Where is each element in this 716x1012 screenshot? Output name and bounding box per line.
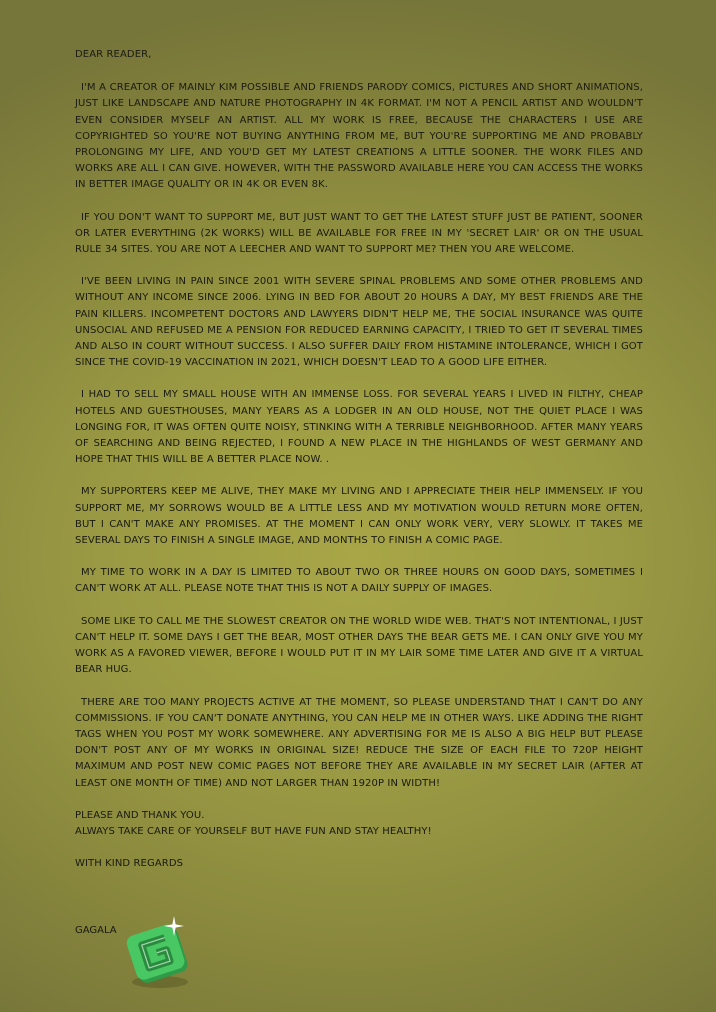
signature: GAGALA xyxy=(75,925,117,936)
paragraph-5: MY SUPPORTERS KEEP ME ALIVE, THEY MAKE MY LIVING AND I APPRECIATE THEIR HELP IMMENSELY. IF YOU SUPPORT ME, MY SORROWS WOULD BE A LITTLE LESS AND MY MOTIVATION WOULD RETURN MORE OFTEN, BUT I CAN'T MAKE ANY PROMISES. AT THE MOMENT I CAN ONLY WORK VERY, VERY SLOWLY. IT TAKES ME SEVERAL DAYS TO FINISH A SINGLE IMAGE, AND MONTHS TO FINISH A COMIC PAGE. xyxy=(75,486,643,547)
salutation: DEAR READER, xyxy=(75,49,152,60)
regards: WITH KIND REGARDS xyxy=(75,858,184,870)
paragraph-3: I'VE BEEN LIVING IN PAIN SINCE 2001 WITH SEVERE SPINAL PROBLEMS AND SOME OTHER PROBLEMS AND WITHOUT ANY INCOME SINCE 2006. LYING IN BED FOR ABOUT 20 HOURS A DAY, MY BEST FRIENDS ARE THE PAIN KILLERS. INCOMPETENT DOCTORS AND LAWYERS DIDN'T HELP ME, THE SOCIAL INSURANCE WAS QUITE UNSOCIAL AND REFUSED ME A PENSION FOR REDUCED EARNING CAPACITY, I TRIED TO GET IT SEVERAL TIMES AND ALSO IN COURT WITHOUT SUCCESS. I ALSO SUFFER DAILY FROM HISTAMINE INTOLERANCE, WHICH I GOT SINCE THE COVID-19 VACCINATION IN 2021, WHICH DOESN'T LEAD TO A GOOD LIFE EITHER. xyxy=(75,276,643,369)
closing-line-1: PLEASE AND THANK YOU. xyxy=(75,809,205,821)
closing-line-2: ALWAYS TAKE CARE OF YOURSELF BUT HAVE FUN AND STAY HEALTHY! xyxy=(75,825,432,837)
letter-body xyxy=(75,47,643,872)
paragraph-2: IF YOU DON'T WANT TO SUPPORT ME, BUT JUST WANT TO GET THE LATEST STUFF JUST BE PATIENT, SOONER OR LATER EVERYTHING (2K WORKS) WILL BE AVAILABLE FOR FREE IN MY 'SECRET LAIR' OR ON THE USUAL RULE 34 SITES. YOU ARE NOT A LEECHER AND WANT TO SUPPORT ME? THEN YOU ARE WELCOME. xyxy=(75,211,643,256)
paragraph-4: I HAD TO SELL MY SMALL HOUSE WITH AN IMMENSE LOSS. FOR SEVERAL YEARS I LIVED IN FILTHY, CHEAP HOTELS AND GUESTHOUSES, MANY YEARS AS A LODGER IN AN OLD HOUSE, NOT THE QUIET PLACE I WAS LONGING FOR, IT WAS OFTEN QUITE NOISY, STINKING WITH A TERRIBLE NEIGHBORHOOD. AFTER MANY YEARS OF SEARCHING AND BEING REJECTED, I FOUND A NEW PLACE IN THE HIGHLANDS OF WEST GERMANY AND HOPE THAT THIS WILL BE A BETTER PLACE NOW. . xyxy=(75,389,643,466)
paragraph-7: SOME LIKE TO CALL ME THE SLOWEST CREATOR ON THE WORLD WIDE WEB. THAT'S NOT INTENTIONAL, I JUST CAN'T HELP IT. SOME DAYS I GET THE BEAR, MOST OTHER DAYS THE BEAR GETS ME. I CAN ONLY GIVE YOU MY WORK AS A FAVORED VIEWER, BEFORE I WOULD PUT IT IN MY LAIR SOME TIME LATER AND GIVE IT A VIRTUAL BEAR HUG. xyxy=(75,615,643,676)
paragraph-8: THERE ARE TOO MANY PROJECTS ACTIVE AT THE MOMENT, SO PLEASE UNDERSTAND THAT I CAN'T DO ANY COMMISSIONS. IF YOU CAN'T DONATE ANYTHING, YOU CAN HELP ME IN OTHER WAYS. LIKE ADDING THE RIGHT TAGS WHEN YOU POST MY WORK SOMEWHERE. ANY ADVERTISING FOR ME IS ALSO A BIG HELP BUT PLEASE DON'T POST ANY OF MY WORKS IN ORIGINAL SIZE! REDUCE THE SIZE OF EACH FILE TO 720P HEIGHT MAXIMUM AND POST NEW COMIC PAGES NOT BEFORE THEY ARE AVAILABLE IN MY SECRET LAIR (AFTER AT LEAST ONE MONTH OF TIME) AND NOT LARGER THAN 1920P IN WIDTH! xyxy=(75,696,643,789)
g-logo-icon xyxy=(122,916,202,992)
paragraph-1: I'M A CREATOR OF MAINLY KIM POSSIBLE AND FRIENDS PARODY COMICS, PICTURES AND SHORT ANIMATIONS, JUST LIKE LANDSCAPE AND NATURE PHOTOGRAPHY IN 4K FORMAT. I'M NOT A PENCIL ARTIST AND WOULDN'T EVEN CONSIDER MYSELF AN ARTIST. ALL MY WORK IS FREE, BECAUSE THE CHARACTERS I USE ARE COPYRIGHTED SO YOU'RE NOT BUYING ANYTHING FROM ME, BUT YOU'RE SUPPORTING ME AND PROBABLY PROLONGING MY LIFE, AND YOU'D GET MY LATEST CREATIONS A LITTLE SOONER. THE WORK FILES AND WORKS ARE ALL I CAN GIVE. HOWEVER, WITH THE PASSWORD AVAILABLE HERE YOU CAN ACCESS THE WORKS IN BETTER IMAGE QUALITY OR IN 4K OR EVEN 8K. xyxy=(75,82,643,191)
paragraph-6: MY TIME TO WORK IN A DAY IS LIMITED TO ABOUT TWO OR THREE HOURS ON GOOD DAYS, SOMETIMES I CAN'T WORK AT ALL. PLEASE NOTE THAT THIS IS NOT A DAILY SUPPLY OF IMAGES. xyxy=(75,567,643,595)
